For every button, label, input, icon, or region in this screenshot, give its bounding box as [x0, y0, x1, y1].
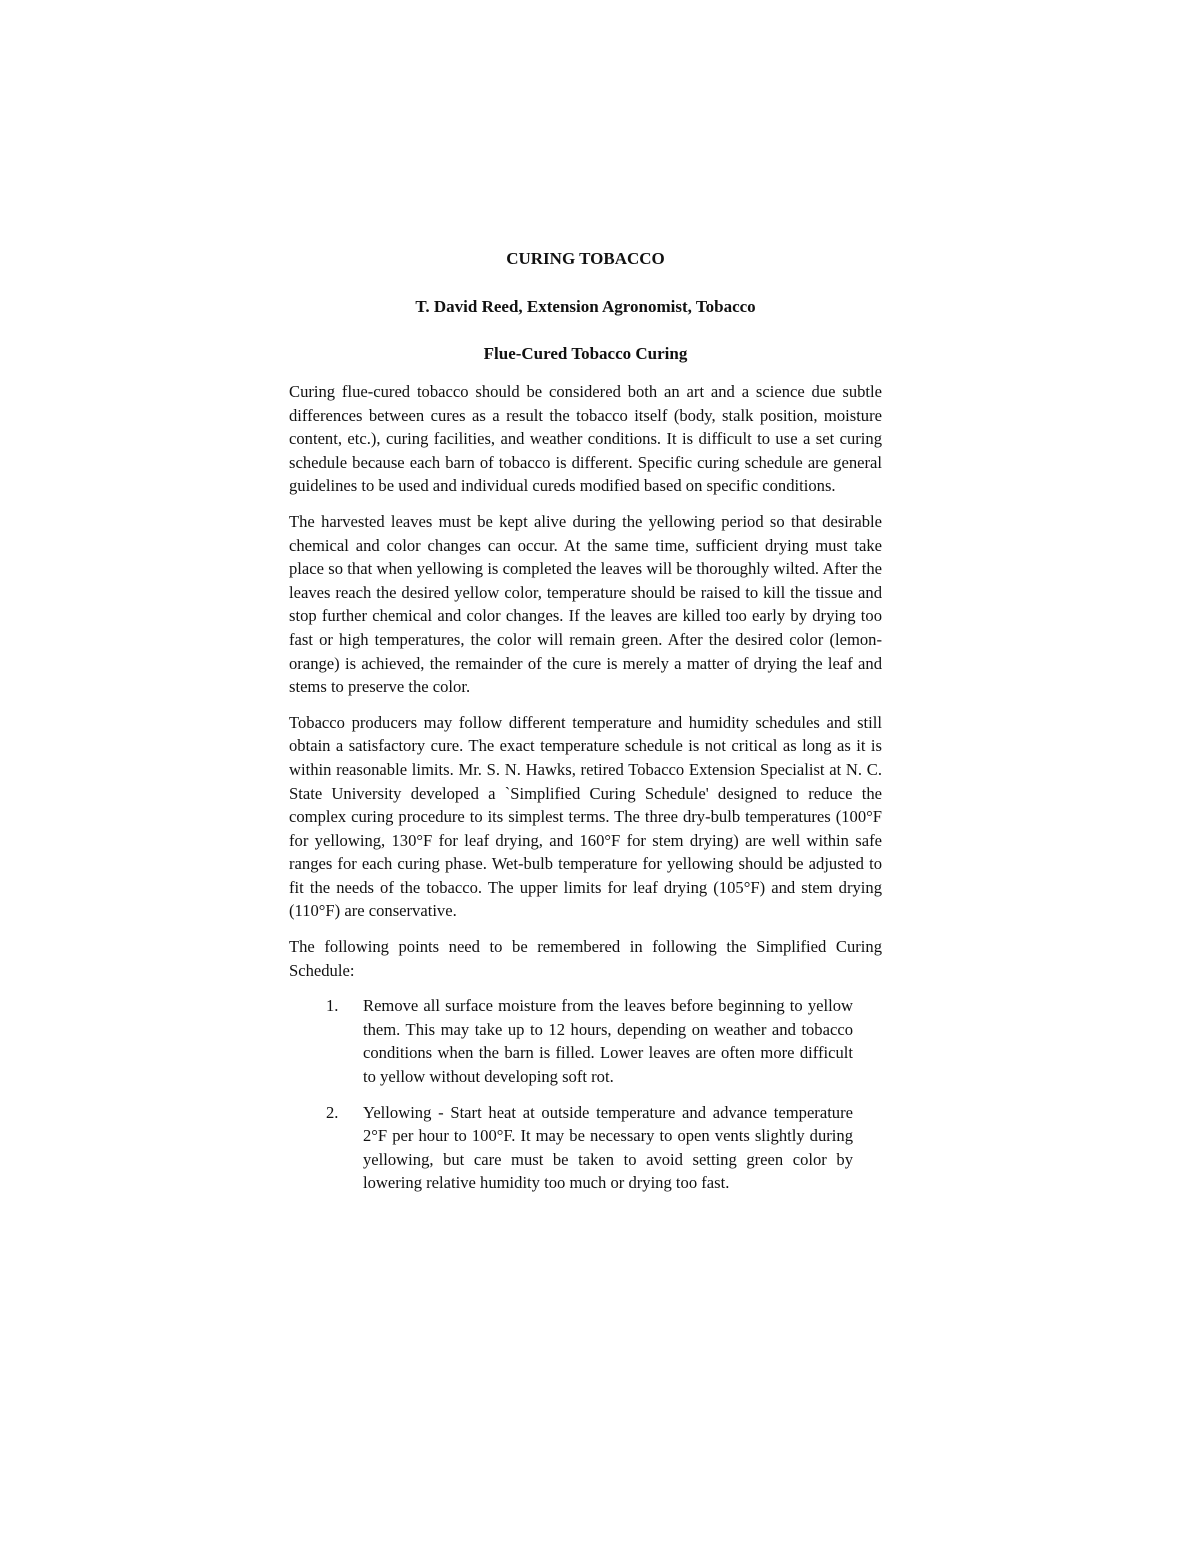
- list-item-number: 2.: [326, 1102, 339, 1122]
- document-page: [289, 247, 882, 1207]
- numbered-list: [289, 994, 882, 1195]
- paragraph-intro: Curing flue-cured tobacco should be considered both an art and a science due subtle differences between cures as a result the tobacco itself (body, stalk position, moisture content, etc.), curing facilities, and weather conditions. It is difficult to use a set curing schedule because each barn of tobacco is different. Specific curing schedule are general guidelines to be used and individual cureds modified based on specific conditions.: [289, 382, 882, 496]
- paragraph-yellowing: The harvested leaves must be kept alive during the yellowing period so that desirable chemical and color changes can occur. At the same time, sufficient drying must take place so that when yellowing is completed the leaves will be thoroughly wilted. After the leaves reach the desired yellow color, temperature should be raised to kill the tissue and stop further chemical and color changes. If the leaves are killed too early by drying too fast or high temperatures, the color will remain green. After the desired color (lemon-orange) is achieved, the remainder of the cure is merely a matter of drying the leaf and stems to preserve the color.: [289, 511, 882, 697]
- list-item: [289, 994, 882, 1088]
- paragraph-points-intro: The following points need to be remembered in following the Simplified Curing Schedule:: [289, 937, 882, 980]
- list-item-text: Yellowing - Start heat at outside temperature and advance temperature 2°F per hour to 100°F. It may be necessary to open vents slightly during yellowing, but care must be taken to avoid setting green color by lowering relative humidity too much or drying too fast.: [363, 1102, 853, 1193]
- paragraph-schedules: Tobacco producers may follow different temperature and humidity schedules and still obtain a satisfactory cure. The exact temperature schedule is not critical as long as it is within reasonable limits. Mr. S. N. Hawks, retired Tobacco Extension Specialist at N. C. State University developed a `Simplified Curing Schedule' designed to reduce the complex curing procedure to its simplest terms. The three dry-bulb temperatures (100°F for yellowing, 130°F for leaf drying, and 160°F for stem drying) are well within safe ranges for each curing phase. Wet-bulb temperature for yellowing should be adjusted to fit the needs of the tobacco. The upper limits for leaf drying (105°F) and stem drying (110°F) are conservative.: [289, 712, 882, 921]
- list-item-number: 1.: [326, 996, 339, 1016]
- document-title: CURING TOBACCO: [506, 249, 665, 268]
- list-item: [289, 1101, 882, 1195]
- list-item-text: Remove all surface moisture from the leaves before beginning to yellow them. This may take up to 12 hours, depending on weather and tobacco conditions when the barn is filled. Lower leaves are often more difficult to yellow without developing soft rot.: [363, 996, 853, 1087]
- section-heading: Flue-Cured Tobacco Curing: [483, 344, 688, 363]
- author-line: T. David Reed, Extension Agronomist, Tobacco: [415, 297, 756, 316]
